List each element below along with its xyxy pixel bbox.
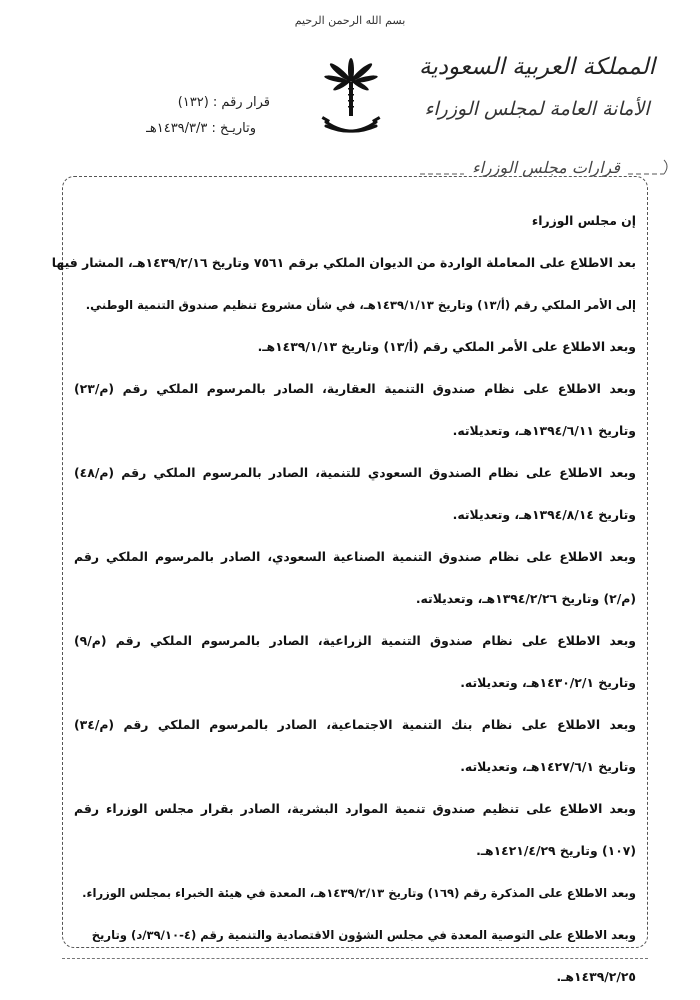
body-line: إن مجلس الوزراء <box>531 213 636 228</box>
bottom-divider <box>62 958 648 959</box>
body-line: وبعد الاطلاع على الأمر الملكي رقم (أ/١٣) وتاريخ ١٤٣٩/١/١٣هـ. <box>257 339 636 354</box>
body-line: (١٠٧) وتاريخ ١٤٢١/٤/٢٩هـ. <box>476 843 636 858</box>
body-line: إلى الأمر الملكي رقم (أ/١٣) وتاريخ ١٤٣٩/١/١٣هـ، في شأن مشروع تنظيم صندوق التنمية الوطني. <box>85 298 636 312</box>
decision-body <box>51 200 636 998</box>
palm-swords-emblem-icon <box>318 52 384 144</box>
body-line: وبعد الاطلاع على التوصية المعدة في مجلس الشؤون الاقتصادية والتنمية رقم (٤-٣٩/١٠/د) وتاريخ <box>91 928 636 942</box>
body-line: وبعد الاطلاع على نظام بنك التنمية الاجتماعية، الصادر بالمرسوم الملكي رقم (م/٣٤) <box>74 717 636 732</box>
body-line: وتاريخ ١٣٩٤/٦/١١هـ، وتعديلاته. <box>452 423 636 438</box>
decision-number: قرار رقم : (١٣٢) <box>177 95 270 110</box>
body-line: وبعد الاطلاع على تنظيم صندوق تنمية الموارد البشرية، الصادر بقرار مجلس الوزراء رقم <box>74 801 636 816</box>
decision-date: وتاريـخ : ١٤٣٩/٣/٣هـ <box>146 121 256 136</box>
body-line: وبعد الاطلاع على نظام صندوق التنمية العقارية، الصادر بالمرسوم الملكي رقم (م/٢٣) <box>74 381 636 396</box>
body-line: بعد الاطلاع على المعاملة الواردة من الديوان الملكي برقم ٧٥٦١ وتاريخ ١٤٣٩/٢/١٦هـ، المشار فيها <box>51 255 636 270</box>
basmala: بسم الله الرحمن الرحيم <box>294 14 406 27</box>
body-line: وتاريخ ١٤٣٠/٢/١هـ، وتعديلاته. <box>460 675 636 690</box>
body-line: وبعد الاطلاع على المذكرة رقم (١٦٩) وتاريخ ١٤٣٩/٢/١٣هـ، المعدة في هيئة الخبراء بمجلس الوزراء. <box>82 886 636 900</box>
secretariat-name: الأمانة العامة لمجلس الوزراء <box>424 98 650 120</box>
body-line: ١٤٣٩/٢/٢٥هـ. <box>556 969 636 984</box>
body-line: وتاريخ ١٣٩٤/٨/١٤هـ، وتعديلاته. <box>452 507 636 522</box>
body-line: وبعد الاطلاع على نظام الصندوق السعودي للتنمية، الصادر بالمرسوم الملكي رقم (م/٤٨) <box>74 465 636 480</box>
body-line: وبعد الاطلاع على نظام صندوق التنمية الزراعية، الصادر بالمرسوم الملكي رقم (م/٩) <box>74 633 636 648</box>
section-label: قرارات مجلس الوزراء <box>464 158 628 177</box>
kingdom-name: المملكة العربية السعودية <box>419 54 655 80</box>
body-line: وتاريخ ١٤٢٧/٦/١هـ، وتعديلاته. <box>460 759 636 774</box>
body-line: وبعد الاطلاع على نظام صندوق التنمية الصناعية السعودي، الصادر بالمرسوم الملكي رقم <box>74 549 636 564</box>
body-line: (م/٢) وتاريخ ١٣٩٤/٢/٢٦هـ، وتعديلاته. <box>415 591 636 606</box>
